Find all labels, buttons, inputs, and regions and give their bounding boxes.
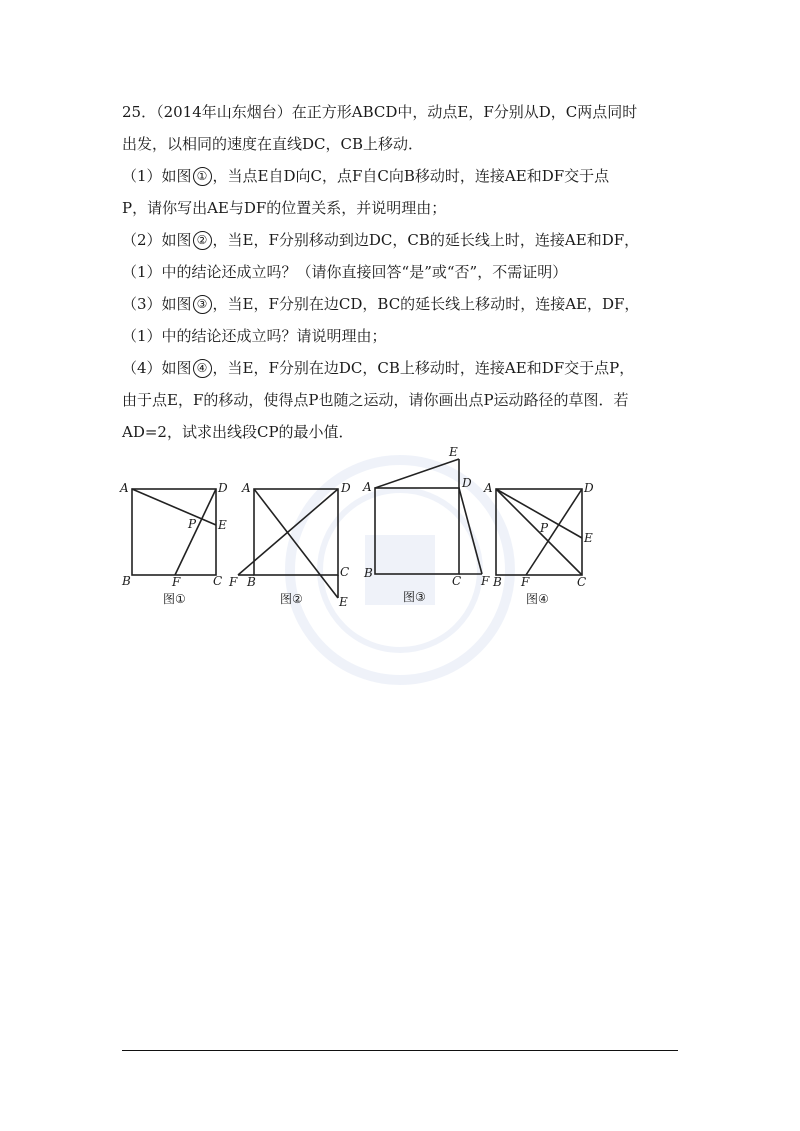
point-label-a: A xyxy=(120,481,129,495)
problem-line: （2）如图 ② ，当E，F分别移动到边DC，CB的延长线上时，连接AE和DF， xyxy=(122,231,640,249)
problem-line: （1）中的结论还成立吗？（请你直接回答“是”或“否”，不需证明） xyxy=(122,263,568,281)
figure-caption: 图② xyxy=(280,592,303,606)
point-label-c: C xyxy=(452,574,462,588)
problem-line: （4）如图 ④ ，当E，F分别在边DC，CB上移动时，连接AE和DF交于点P， xyxy=(122,359,635,377)
point-label-e: E xyxy=(584,531,593,545)
point-label-f: F xyxy=(172,575,181,589)
problem-text xyxy=(122,96,682,448)
figure-caption: 图④ xyxy=(526,592,549,606)
problem-line: 由于点E，F的移动，使得点P也随之运动，请你画出点P运动路径的草图．若 xyxy=(122,391,629,409)
point-label-p: P xyxy=(188,517,197,531)
point-label-f: F xyxy=(481,574,490,588)
problem-line: （3）如图 ③ ，当E，F分别在边CD，BC的延长线上移动时，连接AE，DF， xyxy=(122,295,640,313)
point-label-d: D xyxy=(218,481,228,495)
figure-ref-1: ① xyxy=(193,167,212,186)
figure-3 xyxy=(360,442,500,616)
point-label-f: F xyxy=(521,575,530,589)
point-label-p: P xyxy=(540,521,549,535)
point-label-d: D xyxy=(462,476,472,490)
figure-caption: 图③ xyxy=(403,590,426,604)
problem-line: 25．（2014年山东烟台）在正方形ABCD中，动点E，F分别从D，C两点同时 xyxy=(122,103,638,121)
point-label-b: B xyxy=(122,574,131,588)
point-label-f: F xyxy=(229,575,238,589)
point-label-a: A xyxy=(242,481,251,495)
figure-ref-3: ③ xyxy=(193,295,212,314)
point-label-d: D xyxy=(341,481,351,495)
figure-ref-2: ② xyxy=(193,231,212,250)
point-label-e: E xyxy=(218,518,227,532)
figure-caption: 图① xyxy=(163,592,186,606)
point-label-a: A xyxy=(363,480,372,494)
problem-line: AD=2，试求出线段CP的最小值． xyxy=(122,423,354,441)
figure-1 xyxy=(118,470,238,614)
point-label-e: E xyxy=(339,595,348,609)
problem-line: （1）如图 ① ，当点E自D向C，点F自C向B移动时，连接AE和DF交于点 xyxy=(122,167,610,185)
point-label-c: C xyxy=(577,575,587,589)
point-label-e: E xyxy=(449,445,458,459)
point-label-c: C xyxy=(213,574,223,588)
figure-4 xyxy=(484,470,604,614)
point-label-a: A xyxy=(484,481,493,495)
point-label-b: B xyxy=(493,575,502,589)
point-label-c: C xyxy=(340,565,350,579)
footer-divider xyxy=(122,1050,678,1051)
problem-line: P，请你写出AE与DF的位置关系，并说明理由； xyxy=(122,199,447,217)
figure-ref-4: ④ xyxy=(193,359,212,378)
point-label-b: B xyxy=(247,575,256,589)
problem-line: （1）中的结论还成立吗？请说明理由； xyxy=(122,327,387,345)
point-label-b: B xyxy=(364,566,373,580)
point-label-d: D xyxy=(584,481,594,495)
figure-2 xyxy=(225,470,355,619)
problem-line: 出发，以相同的速度在直线DC，CB上移动． xyxy=(122,135,424,153)
